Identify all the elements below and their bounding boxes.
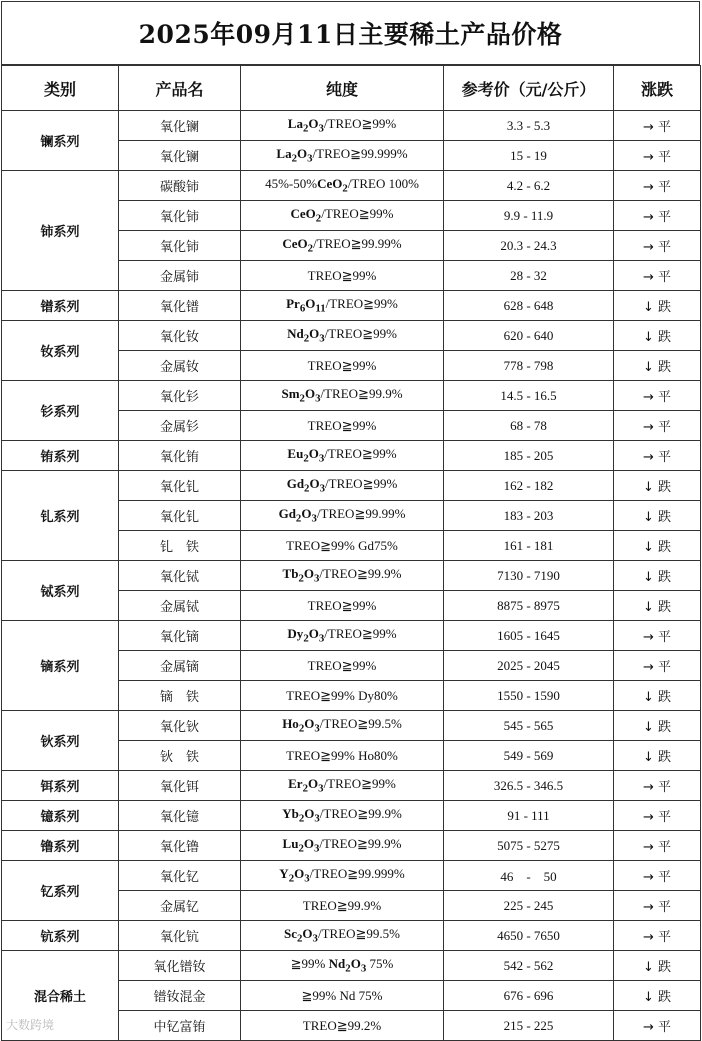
reference-price-cell: 161 - 181 bbox=[444, 531, 614, 561]
price-change-cell: → 平 bbox=[614, 381, 701, 411]
formula-subscript: 3 bbox=[314, 572, 320, 585]
formula-subscript: 2 bbox=[342, 182, 348, 195]
table-row bbox=[2, 321, 701, 351]
formula-element: Ho bbox=[282, 716, 299, 732]
formula-element: O bbox=[302, 926, 313, 942]
price-change-cell: → 平 bbox=[614, 261, 701, 291]
formula-subscript: 2 bbox=[298, 572, 304, 585]
price-change-cell: → 平 bbox=[614, 201, 701, 231]
purity-cell bbox=[241, 261, 444, 291]
reference-price-cell: 225 - 245 bbox=[444, 891, 614, 921]
formula-subscript: 2 bbox=[307, 242, 314, 255]
purity-cell bbox=[241, 411, 444, 441]
formula-element: Nd bbox=[287, 326, 304, 342]
chemical-formula bbox=[281, 386, 321, 405]
purity-cell bbox=[241, 801, 444, 831]
formula-subscript: 3 bbox=[314, 812, 320, 825]
purity-cell bbox=[241, 201, 444, 231]
purity-cell bbox=[241, 231, 444, 261]
purity-cell bbox=[241, 501, 444, 531]
reference-price-cell: 15 - 19 bbox=[444, 141, 614, 171]
category-cell: 钬系列 bbox=[2, 711, 119, 771]
product-name-cell: 氧化镨钕 bbox=[119, 951, 241, 981]
formula-element: O bbox=[308, 626, 319, 642]
formula-subscript: 3 bbox=[307, 152, 313, 165]
formula-subscript: 2 bbox=[298, 812, 305, 825]
formula-element: La bbox=[276, 146, 292, 162]
category-cell: 钕系列 bbox=[2, 321, 119, 381]
price-change-cell: → 平 bbox=[614, 801, 701, 831]
chemical-formula bbox=[317, 176, 348, 195]
chemical-formula bbox=[282, 236, 314, 255]
chemical-formula bbox=[278, 506, 317, 525]
product-name-cell: 氧化钐 bbox=[119, 381, 241, 411]
formula-element: CeO bbox=[282, 236, 308, 252]
chemical-formula bbox=[276, 146, 313, 165]
purity-cell bbox=[241, 471, 444, 501]
price-table bbox=[1, 65, 701, 1041]
chemical-formula bbox=[282, 836, 320, 855]
purity-text: /TREO≧99.9% bbox=[319, 566, 402, 582]
product-name-cell: 氧化镧 bbox=[119, 141, 241, 171]
purity-text: TREO≧99% Dy80% bbox=[286, 687, 398, 703]
reference-price-cell: 542 - 562 bbox=[444, 951, 614, 981]
formula-subscript: 2 bbox=[303, 332, 310, 345]
formula-subscript: 2 bbox=[297, 932, 303, 945]
formula-subscript: 3 bbox=[319, 482, 326, 495]
price-change-cell: → 平 bbox=[614, 621, 701, 651]
price-change-cell: ↓ 跌 bbox=[614, 471, 701, 501]
formula-subscript: 2 bbox=[302, 122, 309, 135]
reference-price-cell: 5075 - 5275 bbox=[444, 831, 614, 861]
formula-element: O bbox=[309, 476, 320, 492]
product-name-cell: 金属钕 bbox=[119, 351, 241, 381]
formula-subscript: 2 bbox=[295, 512, 302, 525]
purity-cell bbox=[241, 171, 444, 201]
price-change-cell: → 平 bbox=[614, 1011, 701, 1041]
price-change-cell: → 平 bbox=[614, 441, 701, 471]
purity-text: /TREO≧99% bbox=[324, 326, 397, 342]
table-row bbox=[2, 441, 701, 471]
header-row bbox=[2, 66, 701, 111]
formula-element: O bbox=[297, 146, 308, 162]
formula-element: Yb bbox=[282, 806, 299, 822]
product-name-cell: 钬 铁 bbox=[119, 741, 241, 771]
category-cell: 镥系列 bbox=[2, 831, 119, 861]
category-cell: 钐系列 bbox=[2, 381, 119, 441]
formula-element: O bbox=[304, 716, 315, 732]
formula-element: La bbox=[287, 116, 303, 132]
purity-text: TREO≧99% Gd75% bbox=[286, 537, 398, 553]
product-name-cell: 钆 铁 bbox=[119, 531, 241, 561]
chemical-formula bbox=[282, 716, 320, 735]
header-category: 类别 bbox=[2, 66, 119, 111]
chemical-formula bbox=[287, 626, 325, 645]
formula-subscript: 11 bbox=[315, 302, 326, 315]
reference-price-cell: 162 - 182 bbox=[444, 471, 614, 501]
price-change-cell: ↓ 跌 bbox=[614, 321, 701, 351]
purity-text: TREO≧99% bbox=[307, 417, 377, 433]
formula-subscript: 2 bbox=[304, 482, 310, 495]
product-name-cell: 氧化镱 bbox=[119, 801, 241, 831]
formula-subscript: 6 bbox=[299, 302, 306, 315]
reference-price-cell: 185 - 205 bbox=[444, 441, 614, 471]
watermark: 大数跨境 bbox=[6, 1018, 55, 1032]
purity-cell bbox=[241, 441, 444, 471]
product-name-cell: 氧化钪 bbox=[119, 921, 241, 951]
formula-element: O bbox=[303, 836, 314, 852]
purity-text: /TREO≧99% bbox=[321, 206, 394, 222]
purity-cell bbox=[241, 921, 444, 951]
purity-text: /TREO≧99.9% bbox=[319, 806, 402, 822]
purity-cell bbox=[241, 321, 444, 351]
price-change-cell: ↓ 跌 bbox=[614, 741, 701, 771]
purity-text: /TREO≧99.5% bbox=[319, 716, 402, 732]
product-name-cell: 金属铈 bbox=[119, 261, 241, 291]
formula-element: O bbox=[301, 506, 312, 522]
formula-subscript: 2 bbox=[298, 842, 304, 855]
formula-element: O bbox=[303, 566, 314, 582]
purity-text: /TREO≧99% bbox=[324, 626, 397, 642]
purity-cell bbox=[241, 621, 444, 651]
price-change-cell: → 平 bbox=[614, 651, 701, 681]
formula-subscript: 3 bbox=[318, 632, 325, 645]
purity-text: ≧99% Nd 75% bbox=[301, 987, 383, 1003]
formula-element: Pr bbox=[286, 296, 300, 312]
purity-cell bbox=[241, 561, 444, 591]
purity-cell bbox=[241, 111, 444, 141]
formula-subscript: 3 bbox=[360, 962, 367, 975]
formula-subscript: 2 bbox=[315, 212, 322, 225]
formula-element: CeO bbox=[317, 176, 343, 192]
formula-subscript: 2 bbox=[291, 152, 297, 165]
purity-text: /TREO≧99% bbox=[324, 446, 397, 462]
product-name-cell: 氧化钬 bbox=[119, 711, 241, 741]
product-name-cell: 中钇富铕 bbox=[119, 1011, 241, 1041]
table-row bbox=[2, 621, 701, 651]
product-name-cell: 氧化镝 bbox=[119, 621, 241, 651]
product-name-cell: 镨钕混金 bbox=[119, 981, 241, 1011]
table-row bbox=[2, 831, 701, 861]
chemical-formula bbox=[287, 326, 325, 345]
formula-element: Y bbox=[279, 866, 289, 882]
formula-element: O bbox=[308, 776, 319, 792]
reference-price-cell: 14.5 - 16.5 bbox=[444, 381, 614, 411]
category-cell: 铕系列 bbox=[2, 441, 119, 471]
category-cell: 铒系列 bbox=[2, 771, 119, 801]
purity-cell bbox=[241, 351, 444, 381]
price-change-cell: ↓ 跌 bbox=[614, 561, 701, 591]
table-row bbox=[2, 111, 701, 141]
purity-text: TREO≧99% bbox=[307, 357, 377, 373]
formula-element: O bbox=[305, 296, 316, 312]
reference-price-cell: 28 - 32 bbox=[444, 261, 614, 291]
purity-cell bbox=[241, 981, 444, 1011]
header-change: 涨跌 bbox=[614, 66, 701, 111]
purity-text: /TREO≧99.99% bbox=[316, 506, 406, 522]
category-cell: 钪系列 bbox=[2, 921, 119, 951]
product-name-cell: 氧化镧 bbox=[119, 111, 241, 141]
formula-subscript: 2 bbox=[299, 392, 305, 405]
purity-text: /TREO≧99.9% bbox=[320, 386, 403, 402]
formula-element: Sm bbox=[281, 386, 300, 402]
price-change-cell: → 平 bbox=[614, 111, 701, 141]
reference-price-cell: 1550 - 1590 bbox=[444, 681, 614, 711]
formula-element: Eu bbox=[287, 446, 304, 462]
chemical-formula bbox=[288, 776, 324, 795]
table-row bbox=[2, 381, 701, 411]
chemical-formula bbox=[279, 866, 310, 885]
reference-price-cell: 8875 - 8975 bbox=[444, 591, 614, 621]
reference-price-cell: 68 - 78 bbox=[444, 411, 614, 441]
formula-subscript: 2 bbox=[288, 872, 295, 885]
product-name-cell: 氧化钆 bbox=[119, 471, 241, 501]
formula-element: Tb bbox=[282, 566, 299, 582]
page-title: 2025年09月11日主要稀土产品价格 bbox=[1, 1, 700, 65]
reference-price-cell: 91 - 111 bbox=[444, 801, 614, 831]
formula-subscript: 3 bbox=[314, 722, 320, 735]
formula-element: Dy bbox=[287, 626, 304, 642]
table-row bbox=[2, 861, 701, 891]
chemical-formula bbox=[286, 476, 326, 495]
formula-subscript: 2 bbox=[345, 962, 351, 975]
purity-text: /TREO≧99% bbox=[323, 116, 397, 132]
reference-price-cell: 183 - 203 bbox=[444, 501, 614, 531]
formula-subscript: 2 bbox=[302, 782, 309, 795]
price-change-cell: → 平 bbox=[614, 771, 701, 801]
price-change-cell: ↓ 跌 bbox=[614, 711, 701, 741]
product-name-cell: 氧化铒 bbox=[119, 771, 241, 801]
purity-cell bbox=[241, 711, 444, 741]
purity-text: /TREO≧99.99% bbox=[313, 236, 402, 252]
formula-subscript: 3 bbox=[318, 122, 324, 135]
formula-subscript: 3 bbox=[318, 452, 325, 465]
product-name-cell: 氧化镨 bbox=[119, 291, 241, 321]
formula-subscript: 3 bbox=[318, 782, 324, 795]
category-cell: 铈系列 bbox=[2, 171, 119, 291]
reference-price-cell: 4650 - 7650 bbox=[444, 921, 614, 951]
reference-price-cell: 3.3 - 5.3 bbox=[444, 111, 614, 141]
price-change-cell: ↓ 跌 bbox=[614, 591, 701, 621]
purity-text: /TREO≧99.5% bbox=[317, 926, 400, 942]
reference-price-cell: 628 - 648 bbox=[444, 291, 614, 321]
formula-element: Sc bbox=[284, 926, 297, 942]
category-cell: 铽系列 bbox=[2, 561, 119, 621]
purity-text: 75% bbox=[366, 956, 394, 972]
purity-text: /TREO≧99% bbox=[323, 776, 396, 792]
header-reference-price: 参考价（元/公斤） bbox=[444, 66, 614, 111]
purity-text: /TREO≧99% bbox=[325, 476, 398, 492]
category-cell: 混合稀土 bbox=[2, 951, 119, 1041]
purity-cell bbox=[241, 741, 444, 771]
price-change-cell: ↓ 跌 bbox=[614, 291, 701, 321]
purity-prefix: ≧99% bbox=[290, 956, 329, 972]
price-change-cell: → 平 bbox=[614, 831, 701, 861]
formula-subscript: 3 bbox=[314, 842, 320, 855]
product-name-cell: 氧化铈 bbox=[119, 231, 241, 261]
purity-cell bbox=[241, 681, 444, 711]
price-change-cell: ↓ 跌 bbox=[614, 981, 701, 1011]
reference-price-cell: 20.3 - 24.3 bbox=[444, 231, 614, 261]
purity-cell bbox=[241, 381, 444, 411]
formula-subscript: 3 bbox=[311, 512, 317, 525]
reference-price-cell: 46 - 50 bbox=[444, 861, 614, 891]
chemical-formula bbox=[287, 116, 324, 135]
purity-prefix: 45%-50% bbox=[265, 176, 318, 192]
table-row bbox=[2, 471, 701, 501]
formula-subscript: 2 bbox=[303, 632, 309, 645]
category-cell: 镨系列 bbox=[2, 291, 119, 321]
product-name-cell: 氧化钆 bbox=[119, 501, 241, 531]
category-cell: 钆系列 bbox=[2, 471, 119, 561]
product-name-cell: 氧化镥 bbox=[119, 831, 241, 861]
purity-text: /TREO≧99.999% bbox=[312, 146, 408, 162]
purity-text: /TREO≧99.999% bbox=[309, 866, 405, 882]
reference-price-cell: 545 - 565 bbox=[444, 711, 614, 741]
product-name-cell: 金属钇 bbox=[119, 891, 241, 921]
table-row bbox=[2, 561, 701, 591]
price-change-cell: → 平 bbox=[614, 171, 701, 201]
header-purity: 纯度 bbox=[241, 66, 444, 111]
table-row bbox=[2, 171, 701, 201]
formula-element: Gd bbox=[278, 506, 296, 522]
chemical-formula bbox=[328, 956, 367, 975]
chemical-formula bbox=[287, 446, 325, 465]
price-change-cell: ↓ 跌 bbox=[614, 351, 701, 381]
table-row bbox=[2, 801, 701, 831]
purity-cell bbox=[241, 861, 444, 891]
formula-subscript: 3 bbox=[319, 332, 325, 345]
price-change-cell: ↓ 跌 bbox=[614, 681, 701, 711]
table-row bbox=[2, 921, 701, 951]
product-name-cell: 氧化钇 bbox=[119, 861, 241, 891]
reference-price-cell: 326.5 - 346.5 bbox=[444, 771, 614, 801]
category-cell: 镝系列 bbox=[2, 621, 119, 711]
formula-element: O bbox=[309, 326, 320, 342]
reference-price-cell: 1605 - 1645 bbox=[444, 621, 614, 651]
formula-element: O bbox=[294, 866, 305, 882]
purity-cell bbox=[241, 951, 444, 981]
category-cell: 镱系列 bbox=[2, 801, 119, 831]
reference-price-cell: 9.9 - 11.9 bbox=[444, 201, 614, 231]
purity-text: TREO≧99.9% bbox=[302, 897, 382, 913]
formula-element: CeO bbox=[290, 206, 316, 222]
purity-cell bbox=[241, 771, 444, 801]
table-row bbox=[2, 711, 701, 741]
reference-price-cell: 4.2 - 6.2 bbox=[444, 171, 614, 201]
purity-text: /TREO≧99% bbox=[325, 296, 398, 312]
chemical-formula bbox=[290, 206, 322, 225]
price-change-cell: → 平 bbox=[614, 861, 701, 891]
reference-price-cell: 676 - 696 bbox=[444, 981, 614, 1011]
table-row bbox=[2, 291, 701, 321]
formula-subscript: 2 bbox=[303, 452, 309, 465]
purity-text: /TREO≧99.9% bbox=[319, 836, 402, 852]
reference-price-cell: 7130 - 7190 bbox=[444, 561, 614, 591]
product-name-cell: 氧化铽 bbox=[119, 561, 241, 591]
formula-element: Er bbox=[288, 776, 303, 792]
reference-price-cell: 549 - 569 bbox=[444, 741, 614, 771]
category-cell: 钇系列 bbox=[2, 861, 119, 921]
purity-cell bbox=[241, 1011, 444, 1041]
formula-element: O bbox=[350, 956, 361, 972]
chemical-formula bbox=[284, 926, 318, 945]
table-row bbox=[2, 951, 701, 981]
price-change-cell: ↓ 跌 bbox=[614, 951, 701, 981]
formula-element: O bbox=[308, 116, 319, 132]
reference-price-cell: 215 - 225 bbox=[444, 1011, 614, 1041]
table-body bbox=[2, 111, 701, 1041]
chemical-formula bbox=[282, 566, 320, 585]
category-cell: 镧系列 bbox=[2, 111, 119, 171]
price-change-cell: ↓ 跌 bbox=[614, 501, 701, 531]
product-name-cell: 金属钐 bbox=[119, 411, 241, 441]
purity-cell bbox=[241, 291, 444, 321]
purity-text: TREO≧99% bbox=[307, 267, 377, 283]
purity-text: /TREO 100% bbox=[347, 176, 419, 192]
formula-subscript: 3 bbox=[304, 872, 310, 885]
formula-element: Lu bbox=[282, 836, 299, 852]
table-row bbox=[2, 771, 701, 801]
formula-element: O bbox=[308, 446, 319, 462]
chemical-formula bbox=[282, 806, 320, 825]
purity-cell bbox=[241, 531, 444, 561]
price-change-cell: → 平 bbox=[614, 411, 701, 441]
purity-cell bbox=[241, 831, 444, 861]
formula-element: Nd bbox=[328, 956, 346, 972]
price-change-cell: → 平 bbox=[614, 921, 701, 951]
product-name-cell: 镝 铁 bbox=[119, 681, 241, 711]
reference-price-cell: 620 - 640 bbox=[444, 321, 614, 351]
reference-price-cell: 778 - 798 bbox=[444, 351, 614, 381]
formula-subscript: 2 bbox=[298, 722, 305, 735]
product-name-cell: 金属铽 bbox=[119, 591, 241, 621]
purity-text: TREO≧99% bbox=[307, 597, 377, 613]
price-change-cell: → 平 bbox=[614, 141, 701, 171]
formula-element: O bbox=[304, 386, 316, 402]
formula-element: O bbox=[304, 806, 315, 822]
purity-text: TREO≧99% Ho80% bbox=[286, 747, 398, 763]
reference-price-cell: 2025 - 2045 bbox=[444, 651, 614, 681]
formula-subscript: 3 bbox=[312, 932, 318, 945]
purity-cell bbox=[241, 651, 444, 681]
purity-cell bbox=[241, 891, 444, 921]
purity-cell bbox=[241, 591, 444, 621]
chemical-formula bbox=[286, 296, 326, 315]
product-name-cell: 氧化铈 bbox=[119, 201, 241, 231]
product-name-cell: 氧化铕 bbox=[119, 441, 241, 471]
price-change-cell: → 平 bbox=[614, 231, 701, 261]
price-change-cell: ↓ 跌 bbox=[614, 531, 701, 561]
product-name-cell: 碳酸铈 bbox=[119, 171, 241, 201]
purity-cell bbox=[241, 141, 444, 171]
formula-element: Gd bbox=[286, 476, 305, 492]
product-name-cell: 金属镝 bbox=[119, 651, 241, 681]
header-product-name: 产品名 bbox=[119, 66, 241, 111]
price-change-cell: → 平 bbox=[614, 891, 701, 921]
purity-text: TREO≧99% bbox=[307, 657, 377, 673]
product-name-cell: 氧化钕 bbox=[119, 321, 241, 351]
formula-subscript: 3 bbox=[315, 392, 321, 405]
purity-text: TREO≧99.2% bbox=[302, 1017, 382, 1033]
